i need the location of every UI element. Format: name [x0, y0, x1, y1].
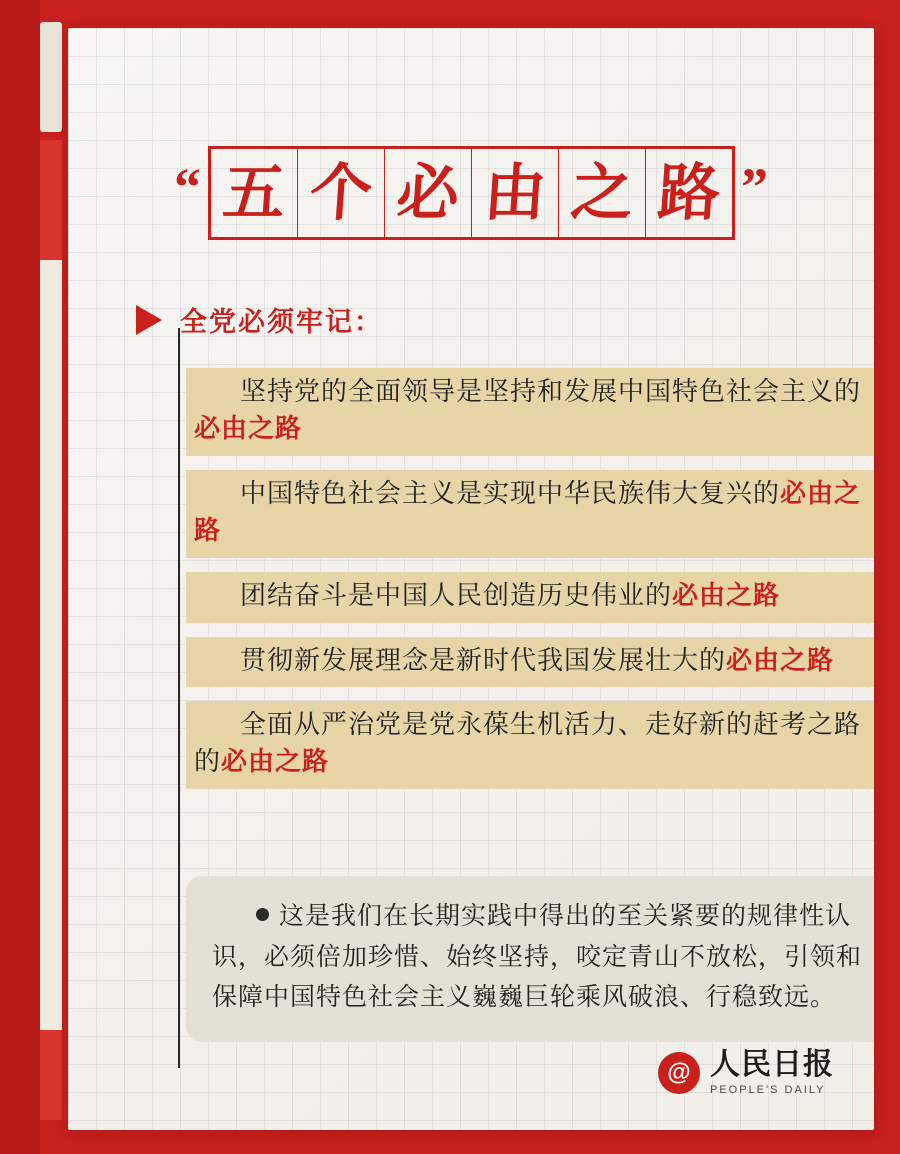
list-item — [186, 368, 874, 456]
left-accent-block-top — [40, 140, 62, 260]
left-paper-tab-top — [40, 22, 62, 132]
title-cell — [471, 149, 558, 238]
list-item-prefix: 坚持党的全面领导是坚持和发展中国特色社会主义的 — [240, 377, 862, 407]
title-cell — [384, 149, 471, 238]
title-char: 由 — [480, 156, 549, 229]
title-char: 个 — [306, 156, 375, 229]
publisher-logo — [658, 1047, 834, 1096]
list-item — [186, 470, 874, 558]
list-item-highlight: 必由之路 — [221, 747, 330, 778]
quote-close: ” — [740, 157, 768, 217]
page-title — [68, 146, 874, 266]
list-item-highlight: 必由之路 — [194, 413, 303, 444]
title-cell — [210, 149, 297, 238]
left-accent-block-bottom — [40, 1030, 62, 1120]
poster-card — [68, 28, 874, 1130]
list-item-prefix: 全面从严治党是党永葆生机活力、走好新的赶考之路的 — [194, 710, 862, 778]
summary-note-text: 这是我们在长期实践中得出的至关紧要的规律性认识，必须倍加珍惜、始终坚持，咬定青山不放松，引领和保障中国特色社会主义巍巍巨轮乘风破浪、行稳致远。 — [212, 901, 863, 1011]
list-item-highlight: 必由之路 — [194, 478, 862, 546]
title-char: 必 — [393, 156, 462, 229]
list-item-highlight: 必由之路 — [726, 645, 835, 676]
list-item — [186, 701, 874, 789]
logo-text — [710, 1047, 834, 1096]
title-char: 之 — [567, 156, 636, 229]
list-item-prefix: 贯彻新发展理念是新时代我国发展壮大的 — [240, 645, 727, 676]
at-icon: @ — [658, 1052, 700, 1094]
key-points-list — [186, 368, 874, 803]
list-item — [186, 637, 874, 688]
list-item-highlight: 必由之路 — [672, 580, 781, 611]
lead-text: 全党必须牢记： — [180, 307, 383, 338]
title-grid — [208, 146, 735, 240]
triangle-right-icon — [136, 305, 162, 335]
summary-note — [186, 876, 874, 1042]
lead-line — [172, 300, 383, 339]
quote-open: “ — [174, 157, 202, 217]
title-char: 五 — [219, 156, 288, 229]
title-cell — [297, 149, 384, 238]
vertical-divider — [178, 328, 180, 1068]
left-paper-tab-bottom — [40, 140, 62, 1120]
dot-icon — [256, 908, 269, 921]
list-item — [186, 572, 874, 623]
title-char: 路 — [654, 156, 723, 229]
title-cell — [558, 149, 645, 238]
list-item-prefix: 中国特色社会主义是实现中华民族伟大复兴的 — [240, 478, 781, 509]
title-cell — [645, 149, 732, 238]
left-red-band — [0, 0, 40, 1154]
list-item-prefix: 团结奋斗是中国人民创造历史伟业的 — [240, 580, 673, 611]
logo-name-en: PEOPLE'S DAILY — [710, 1084, 826, 1096]
logo-name-cn: 人民日报 — [710, 1047, 834, 1082]
